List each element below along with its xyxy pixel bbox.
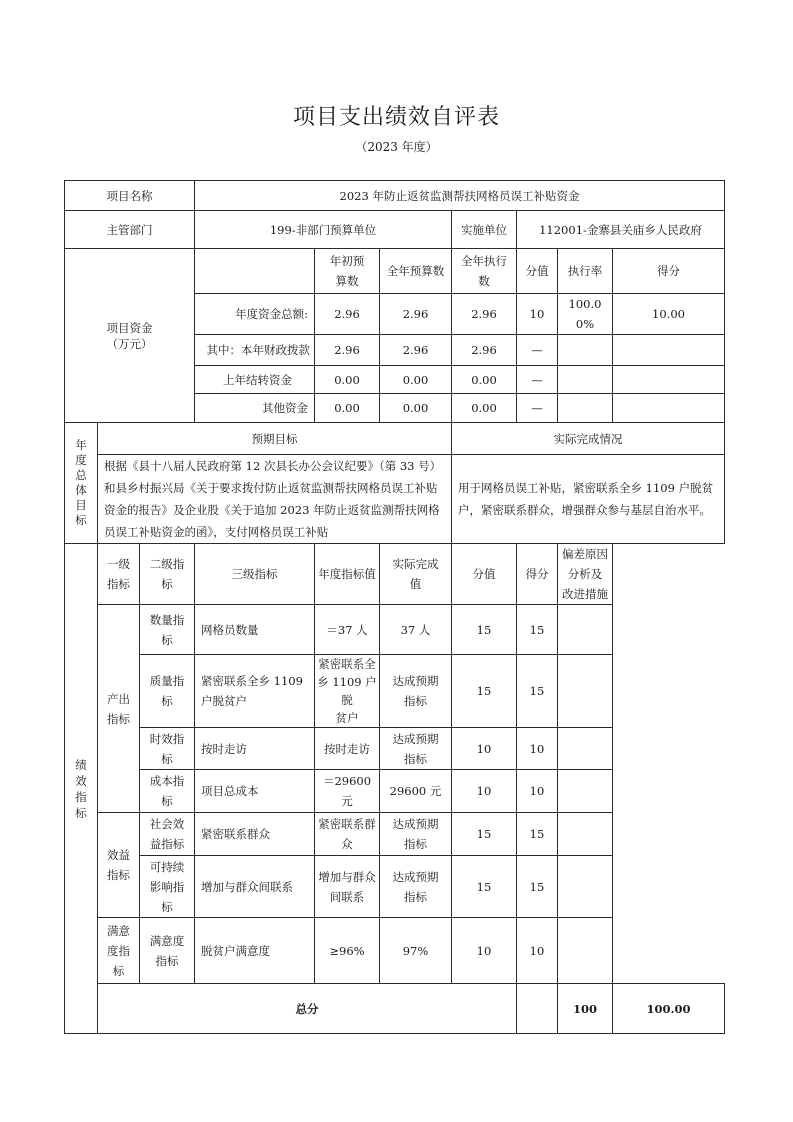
dept-label: 主管部门 xyxy=(65,211,195,249)
indicator-score: 15 xyxy=(517,813,558,856)
department-row xyxy=(65,211,725,249)
indicator-note xyxy=(558,813,613,856)
indicator-note xyxy=(558,918,613,984)
total-row xyxy=(65,984,725,1034)
indicator-target: 增加与群众 间联系 xyxy=(315,856,380,918)
total-value: 100 xyxy=(558,984,613,1034)
funds-header-score-value: 分值 xyxy=(517,249,558,294)
indicator-row xyxy=(65,813,725,856)
funds-row-label: 上年结转资金 xyxy=(195,366,315,394)
funds-header-executed: 全年执行 数 xyxy=(452,249,517,294)
page-title: 项目支出绩效自评表 xyxy=(292,105,500,130)
indicator-actual: 37 人 xyxy=(380,605,452,655)
perf-header-score: 得分 xyxy=(517,544,558,605)
indicator-value: 15 xyxy=(452,605,517,655)
indicator-note xyxy=(558,655,613,728)
indicator-level2: 成本指 标 xyxy=(140,770,195,813)
indicator-level3: 紧密联系群众 xyxy=(195,813,315,856)
indicator-target: 按时走访 xyxy=(315,728,380,770)
funds-row-rate xyxy=(558,366,613,394)
perf-header-note: 偏差原因分析及 改进措施 xyxy=(558,544,613,605)
indicator-target: ＝37 人 xyxy=(315,605,380,655)
funds-row-executed: 0.00 xyxy=(452,394,517,423)
performance-header-row xyxy=(65,544,725,605)
funds-header-initial: 年初预 算数 xyxy=(315,249,380,294)
indicator-note xyxy=(558,770,613,813)
project-name-label: 项目名称 xyxy=(65,181,195,211)
indicator-row xyxy=(65,856,725,918)
indicator-value: 15 xyxy=(452,856,517,918)
funds-row-score: 10.00 xyxy=(613,294,725,335)
funds-row-score-value: — xyxy=(517,394,558,423)
indicator-row xyxy=(65,918,725,984)
performance-label: 绩 效 指 标 xyxy=(65,544,98,1034)
indicator-level2: 社会效 益指标 xyxy=(140,813,195,856)
indicator-score: 15 xyxy=(517,605,558,655)
indicator-row xyxy=(65,728,725,770)
indicator-value: 10 xyxy=(452,728,517,770)
funds-row-rate xyxy=(558,394,613,423)
indicator-row xyxy=(65,770,725,813)
indicator-level2: 满意度 指标 xyxy=(140,918,195,984)
funds-row-rate xyxy=(558,335,613,366)
perf-header-value: 分值 xyxy=(452,544,517,605)
indicator-level3: 按时走访 xyxy=(195,728,315,770)
goals-expected-label: 预期目标 xyxy=(98,423,452,455)
funds-label: 项目资金 （万元） xyxy=(65,249,195,423)
funds-row-annual: 0.00 xyxy=(380,394,452,423)
indicator-score: 15 xyxy=(517,655,558,728)
level1-output: 产出 指标 xyxy=(98,605,140,813)
perf-header-level1: 一级 指标 xyxy=(98,544,140,605)
funds-row-score-value: — xyxy=(517,335,558,366)
indicator-level3: 网格员数量 xyxy=(195,605,315,655)
indicator-actual: 达成预期 指标 xyxy=(380,856,452,918)
goals-label: 年 度 总 体 目 标 xyxy=(65,423,98,544)
funds-row-rate: 100.00% xyxy=(558,294,613,335)
indicator-target: ＝29600 元 xyxy=(315,770,380,813)
total-blank xyxy=(517,984,558,1034)
funds-header-rate: 执行率 xyxy=(558,249,613,294)
page-subtitle: （2023 年度） xyxy=(355,140,438,154)
goals-expected-text: 根据《县十八届人民政府第 12 次县长办公会议纪要》（第 33 号）和县乡村振兴局《关于要求拨付防止返贫监测帮扶网格员误工补贴资金的报告》及企业股《关于追加 2023 年防止返贫监测帮扶网格员误工补贴资金的函》，支付网格员误工补贴 xyxy=(98,455,452,544)
indicator-value: 10 xyxy=(452,918,517,984)
indicator-value: 15 xyxy=(452,813,517,856)
indicator-level3: 紧密联系全乡 1109 户脱贫户 xyxy=(195,655,315,728)
funds-header-blank xyxy=(195,249,315,294)
project-name-row xyxy=(65,181,725,211)
indicator-score: 10 xyxy=(517,728,558,770)
indicator-actual: 达成预期 指标 xyxy=(380,813,452,856)
perf-header-level3: 三级指标 xyxy=(195,544,315,605)
indicator-value: 15 xyxy=(452,655,517,728)
funds-row-initial: 2.96 xyxy=(315,335,380,366)
perf-header-actual: 实际完成 值 xyxy=(380,544,452,605)
funds-row-label: 其中：本年财政拨款 xyxy=(195,335,315,366)
funds-row-executed: 2.96 xyxy=(452,335,517,366)
indicator-score: 10 xyxy=(517,770,558,813)
indicator-note xyxy=(558,728,613,770)
total-score: 100.00 xyxy=(613,984,725,1034)
indicator-level3: 脱贫户满意度 xyxy=(195,918,315,984)
indicator-actual: 达成预期 指标 xyxy=(380,728,452,770)
project-name-value: 2023 年防止返贫监测帮扶网格员误工补贴资金 xyxy=(195,181,725,211)
goals-header-row xyxy=(65,423,725,455)
indicator-score: 15 xyxy=(517,856,558,918)
funds-row-annual: 2.96 xyxy=(380,294,452,335)
perf-header-level2: 二级指 标 xyxy=(140,544,195,605)
impl-label: 实施单位 xyxy=(452,211,517,249)
goals-content-row xyxy=(65,455,725,544)
funds-row-score xyxy=(613,366,725,394)
goals-actual-label: 实际完成情况 xyxy=(452,423,725,455)
funds-row-label: 年度资金总额: xyxy=(195,294,315,335)
funds-header-row xyxy=(65,249,725,294)
indicator-actual: 97% xyxy=(380,918,452,984)
funds-row-initial: 0.00 xyxy=(315,394,380,423)
funds-row-annual: 0.00 xyxy=(380,366,452,394)
indicator-level3: 增加与群众间联系 xyxy=(195,856,315,918)
indicator-target: 紧密联系全 乡 1109 户脱 贫户 xyxy=(315,655,380,728)
funds-header-annual: 全年预算数 xyxy=(380,249,452,294)
indicator-score: 10 xyxy=(517,918,558,984)
indicator-row xyxy=(65,655,725,728)
level1-benefit: 效益 指标 xyxy=(98,813,140,918)
indicator-actual: 29600 元 xyxy=(380,770,452,813)
self-evaluation-table xyxy=(64,180,725,1034)
funds-row-score-value: 10 xyxy=(517,294,558,335)
funds-row-initial: 0.00 xyxy=(315,366,380,394)
level1-satisfaction: 满意 度指 标 xyxy=(98,918,140,984)
indicator-note xyxy=(558,605,613,655)
funds-row-annual: 2.96 xyxy=(380,335,452,366)
funds-row-label: 其他资金 xyxy=(195,394,315,423)
funds-row-executed: 2.96 xyxy=(452,294,517,335)
funds-row-score-value: — xyxy=(517,366,558,394)
indicator-level2: 时效指 标 xyxy=(140,728,195,770)
indicator-actual: 达成预期 指标 xyxy=(380,655,452,728)
indicator-level2: 质量指 标 xyxy=(140,655,195,728)
funds-row-executed: 0.00 xyxy=(452,366,517,394)
indicator-level2: 可持续 影响指 标 xyxy=(140,856,195,918)
indicator-level3: 项目总成本 xyxy=(195,770,315,813)
indicator-target: ≥96% xyxy=(315,918,380,984)
indicator-note xyxy=(558,856,613,918)
indicator-target: 紧密联系群 众 xyxy=(315,813,380,856)
indicator-row xyxy=(65,605,725,655)
funds-row-score xyxy=(613,394,725,423)
dept-value: 199-非部门预算单位 xyxy=(195,211,452,249)
funds-header-score: 得分 xyxy=(613,249,725,294)
indicator-value: 10 xyxy=(452,770,517,813)
goals-actual-text: 用于网格员误工补贴，紧密联系全乡 1109 户脱贫户，紧密联系群众，增强群众参与基层自治水平。 xyxy=(452,455,725,544)
indicator-level2: 数量指 标 xyxy=(140,605,195,655)
funds-row-initial: 2.96 xyxy=(315,294,380,335)
impl-value: 112001-金寨县关庙乡人民政府 xyxy=(517,211,725,249)
perf-header-target: 年度指标值 xyxy=(315,544,380,605)
funds-row-score xyxy=(613,335,725,366)
total-label: 总分 xyxy=(98,984,517,1034)
